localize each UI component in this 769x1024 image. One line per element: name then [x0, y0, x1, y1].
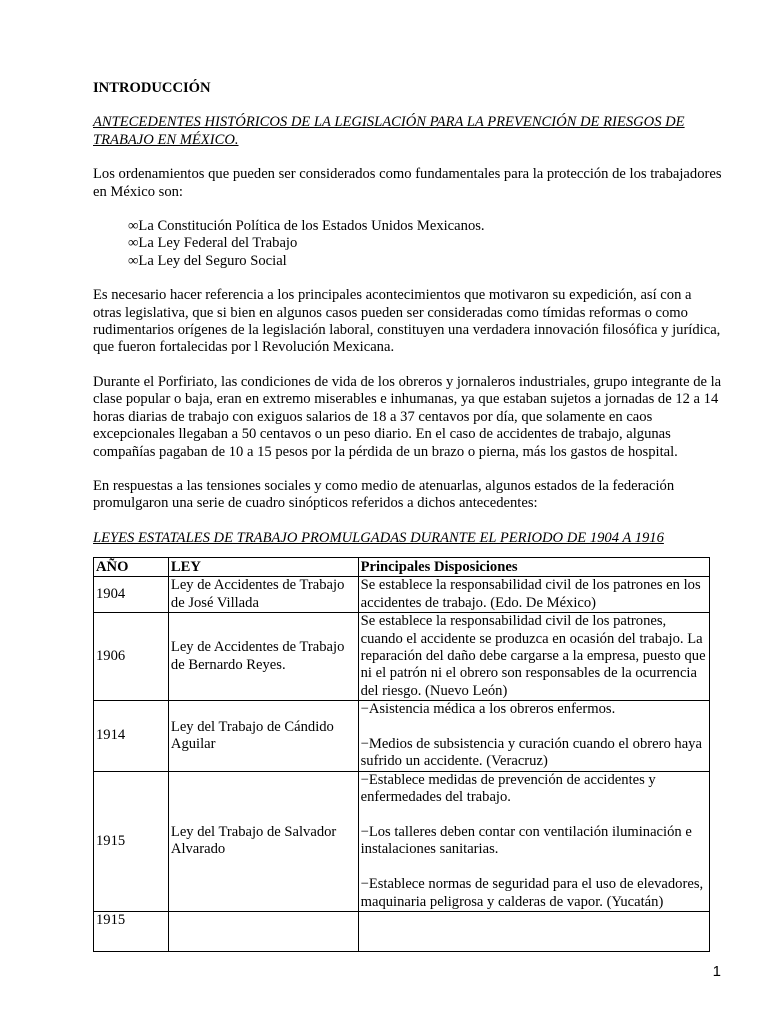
cell-law: Ley de Accidentes de Trabajo de José Villada — [168, 577, 358, 613]
provision: −Establece normas de seguridad para el uso de elevadores, maquinaria peligrosa y calderas de vapor. (Yucatán) — [360, 876, 704, 910]
paragraph-4: En respuestas a las tensiones sociales y como medio de atenuarlas, algunos estados de la federación promulgaron una serie de cuadro sinópticos referidos a dichos antecedentes: — [93, 477, 675, 512]
cell-year: 1914 — [94, 701, 169, 772]
provision: −Los talleres deben contar con ventilación iluminación e instalaciones sanitarias. — [360, 824, 692, 858]
provision: Se establece la responsabilidad civil de los patrones en los accidentes de trabajo. (Edo. De México) — [360, 577, 701, 611]
cell-provisions — [358, 771, 709, 911]
bullet-item: ∞La Ley Federal del Trabajo — [128, 235, 298, 252]
cell-provisions — [358, 577, 709, 613]
cell-law: Ley del Trabajo de Salvador Alvarado — [168, 771, 358, 911]
table-header-row — [94, 558, 710, 577]
provision: Se establece la responsabilidad civil de los patrones, cuando el accidente se produzca en ocasión del trabajo. La reparación del daño debe cargarse a la empresa, puesto que ni el patrón ni el obrero son responsables de la ocurrencia del riesgo. (Nuevo León) — [360, 613, 706, 699]
provision: −Asistencia médica a los obreros enfermos. — [360, 701, 616, 718]
paragraph-3: Durante el Porfiriato, las condiciones de vida de los obreros y jornaleros industriales, grupo integrante de la clase popular o baja, eran en extremo miserables e inhumanas, ya que estaban sujetos a jornadas de 12 a 14 horas diarias de trabajo con exiguos salarios de 18 a 37 centavos por día, que solamente en caos excepcionales llegaban a 50 centavos o un peso diario. En el caso de accidentes de trabajo, algunas compañías pagaban de 10 a 15 pesos por la pérdida de un brazo o pierna, más los gastos de hospital. — [93, 373, 722, 460]
provision: −Medios de subsistencia y curación cuando el obrero haya sufrido un accidente. (Veracruz) — [360, 736, 702, 770]
table-row — [94, 577, 710, 613]
table-row — [94, 701, 710, 772]
intro-paragraph: Los ordenamientos que pueden ser considerados como fundamentales para la protección de los trabajadores en México son: — [93, 166, 722, 200]
page-number: 1 — [712, 963, 721, 980]
cell-provisions — [358, 912, 709, 952]
laws-table — [93, 557, 710, 952]
header-law: LEY — [168, 558, 358, 577]
cell-provisions — [358, 701, 709, 772]
provision: −Establece medidas de prevención de accidentes y enfermedades del trabajo. — [360, 771, 656, 806]
heading: INTRODUCCIÓN — [93, 80, 211, 96]
cell-law: Ley del Trabajo de Cándido Aguilar — [168, 701, 358, 772]
table-title: LEYES ESTATALES DE TRABAJO PROMULGADAS DURANTE EL PERIODO DE 1904 A 1916 — [93, 529, 664, 546]
bullet-list — [128, 218, 723, 270]
table-row — [94, 771, 710, 911]
table-row — [94, 912, 710, 952]
cell-year: 1915 — [94, 912, 169, 952]
bullet-item: ∞La Constitución Política de los Estados Unidos Mexicanos. — [128, 218, 485, 235]
bullet-item: ∞La Ley del Seguro Social — [128, 252, 287, 269]
subtitle: ANTECEDENTES HISTÓRICOS DE LA LEGISLACIÓN PARA LA PREVENCIÓN DE RIESGOS DE TRABAJO EN MÉXICO. — [93, 114, 685, 148]
paragraph-2: Es necesario hacer referencia a los principales acontecimientos que motivaron su expedición, así con a otras legislativa, que si bien en algunos casos pueden ser consideradas como tímidas reformas o como rudimentarios orígenes de la legislación laboral, constituyen una verdadera innovación filosófica y jurídica, que fueron fortalecidas por l Revolución Mexicana. — [93, 287, 721, 356]
cell-law: Ley de Accidentes de Trabajo de Bernardo Reyes. — [168, 613, 358, 701]
cell-provisions — [358, 613, 709, 701]
header-year: AÑO — [94, 558, 169, 577]
document-body — [93, 80, 723, 547]
cell-year: 1915 — [94, 771, 169, 911]
cell-year: 1906 — [94, 613, 169, 701]
header-provisions: Principales Disposiciones — [358, 558, 709, 577]
cell-law — [168, 912, 358, 952]
cell-year: 1904 — [94, 577, 169, 613]
table-row — [94, 613, 710, 701]
